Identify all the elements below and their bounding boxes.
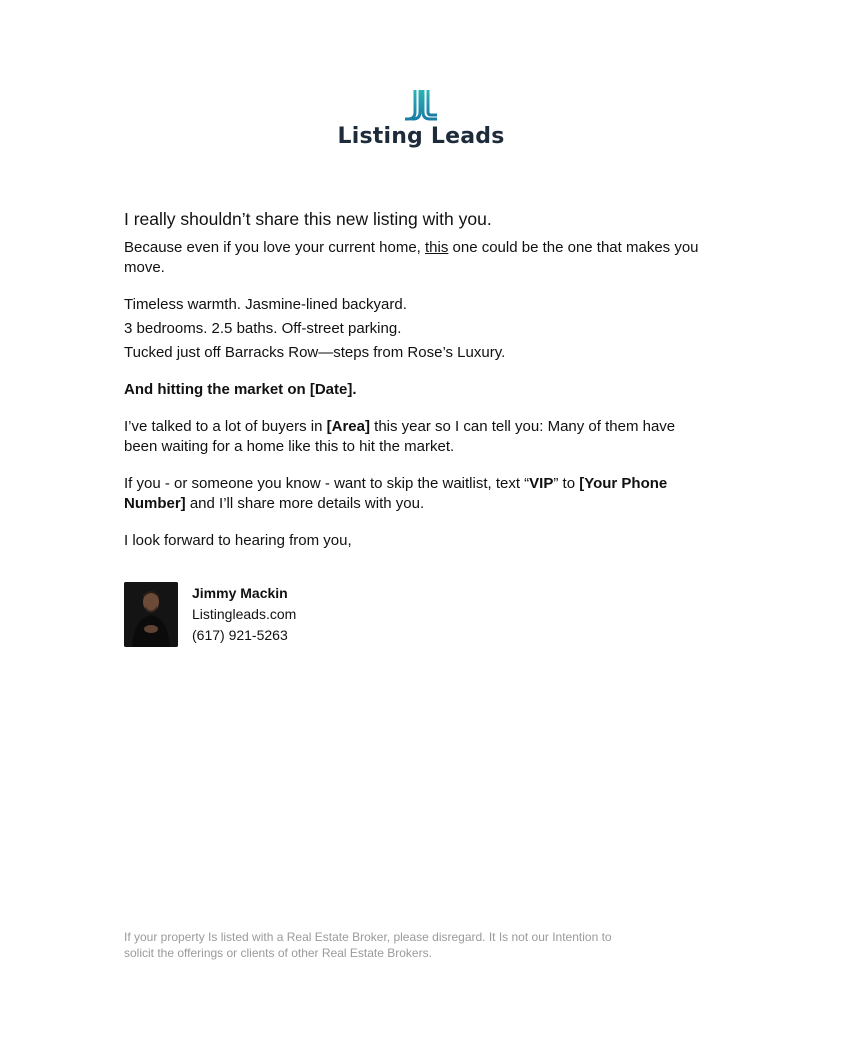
feature-line: Timeless warmth. Jasmine-lined backyard.	[124, 296, 407, 313]
buyers-text-start: I’ve talked to a lot of buyers in	[124, 418, 327, 435]
buyers-text-end: this year so I can tell you: Many of them have been waiting for a home like this to hit the market.	[124, 418, 676, 455]
feature-list	[124, 295, 704, 363]
intro-emphasis: this	[425, 239, 449, 256]
brand-logo	[0, 88, 842, 149]
feature-line: Tucked just off Barracks Row—steps from Rose’s Luxury.	[124, 344, 506, 361]
closing-line: I look forward to hearing from you,	[124, 532, 352, 549]
agent-name: Jimmy Mackin	[192, 585, 288, 601]
jl-monogram-icon	[403, 88, 439, 122]
letter-headline: I really shouldn’t share this new listing with you.	[124, 209, 492, 229]
cta-text-end: and I’ll share more details with you.	[185, 495, 425, 512]
intro-text-end: one could be the one that makes you move.	[124, 239, 699, 276]
agent-photo	[124, 582, 178, 647]
agent-portrait-icon	[124, 582, 178, 647]
cta-keyword: VIP	[529, 475, 554, 492]
cta-paragraph	[124, 474, 704, 514]
market-date-text: And hitting the market on [Date].	[124, 381, 357, 398]
signature-details	[192, 583, 296, 646]
feature-line: 3 bedrooms. 2.5 baths. Off-street parking.	[124, 320, 402, 337]
intro-paragraph	[124, 238, 704, 278]
brand-name: Listing Leads	[337, 124, 505, 149]
cta-text-start: If you - or someone you know - want to skip the waitlist, text “	[124, 475, 530, 492]
phone-placeholder: [Your Phone Number]	[124, 475, 668, 512]
legal-disclaimer: If your property Is listed with a Real Estate Broker, please disregard. It Is not our Intention to solicit the offerings or clients of other Real Estate Brokers.	[124, 930, 612, 960]
cta-text-middle: ” to	[553, 475, 580, 492]
agent-phone[interactable]: (617) 921-5263	[192, 627, 288, 643]
letter-body	[124, 207, 704, 551]
area-placeholder: [Area]	[326, 418, 370, 435]
intro-text-start: Because even if you love your current home,	[124, 239, 425, 256]
buyers-paragraph	[124, 417, 704, 457]
market-date-line	[124, 380, 704, 400]
agent-website[interactable]: Listingleads.com	[192, 606, 297, 622]
signature-block	[124, 582, 296, 648]
